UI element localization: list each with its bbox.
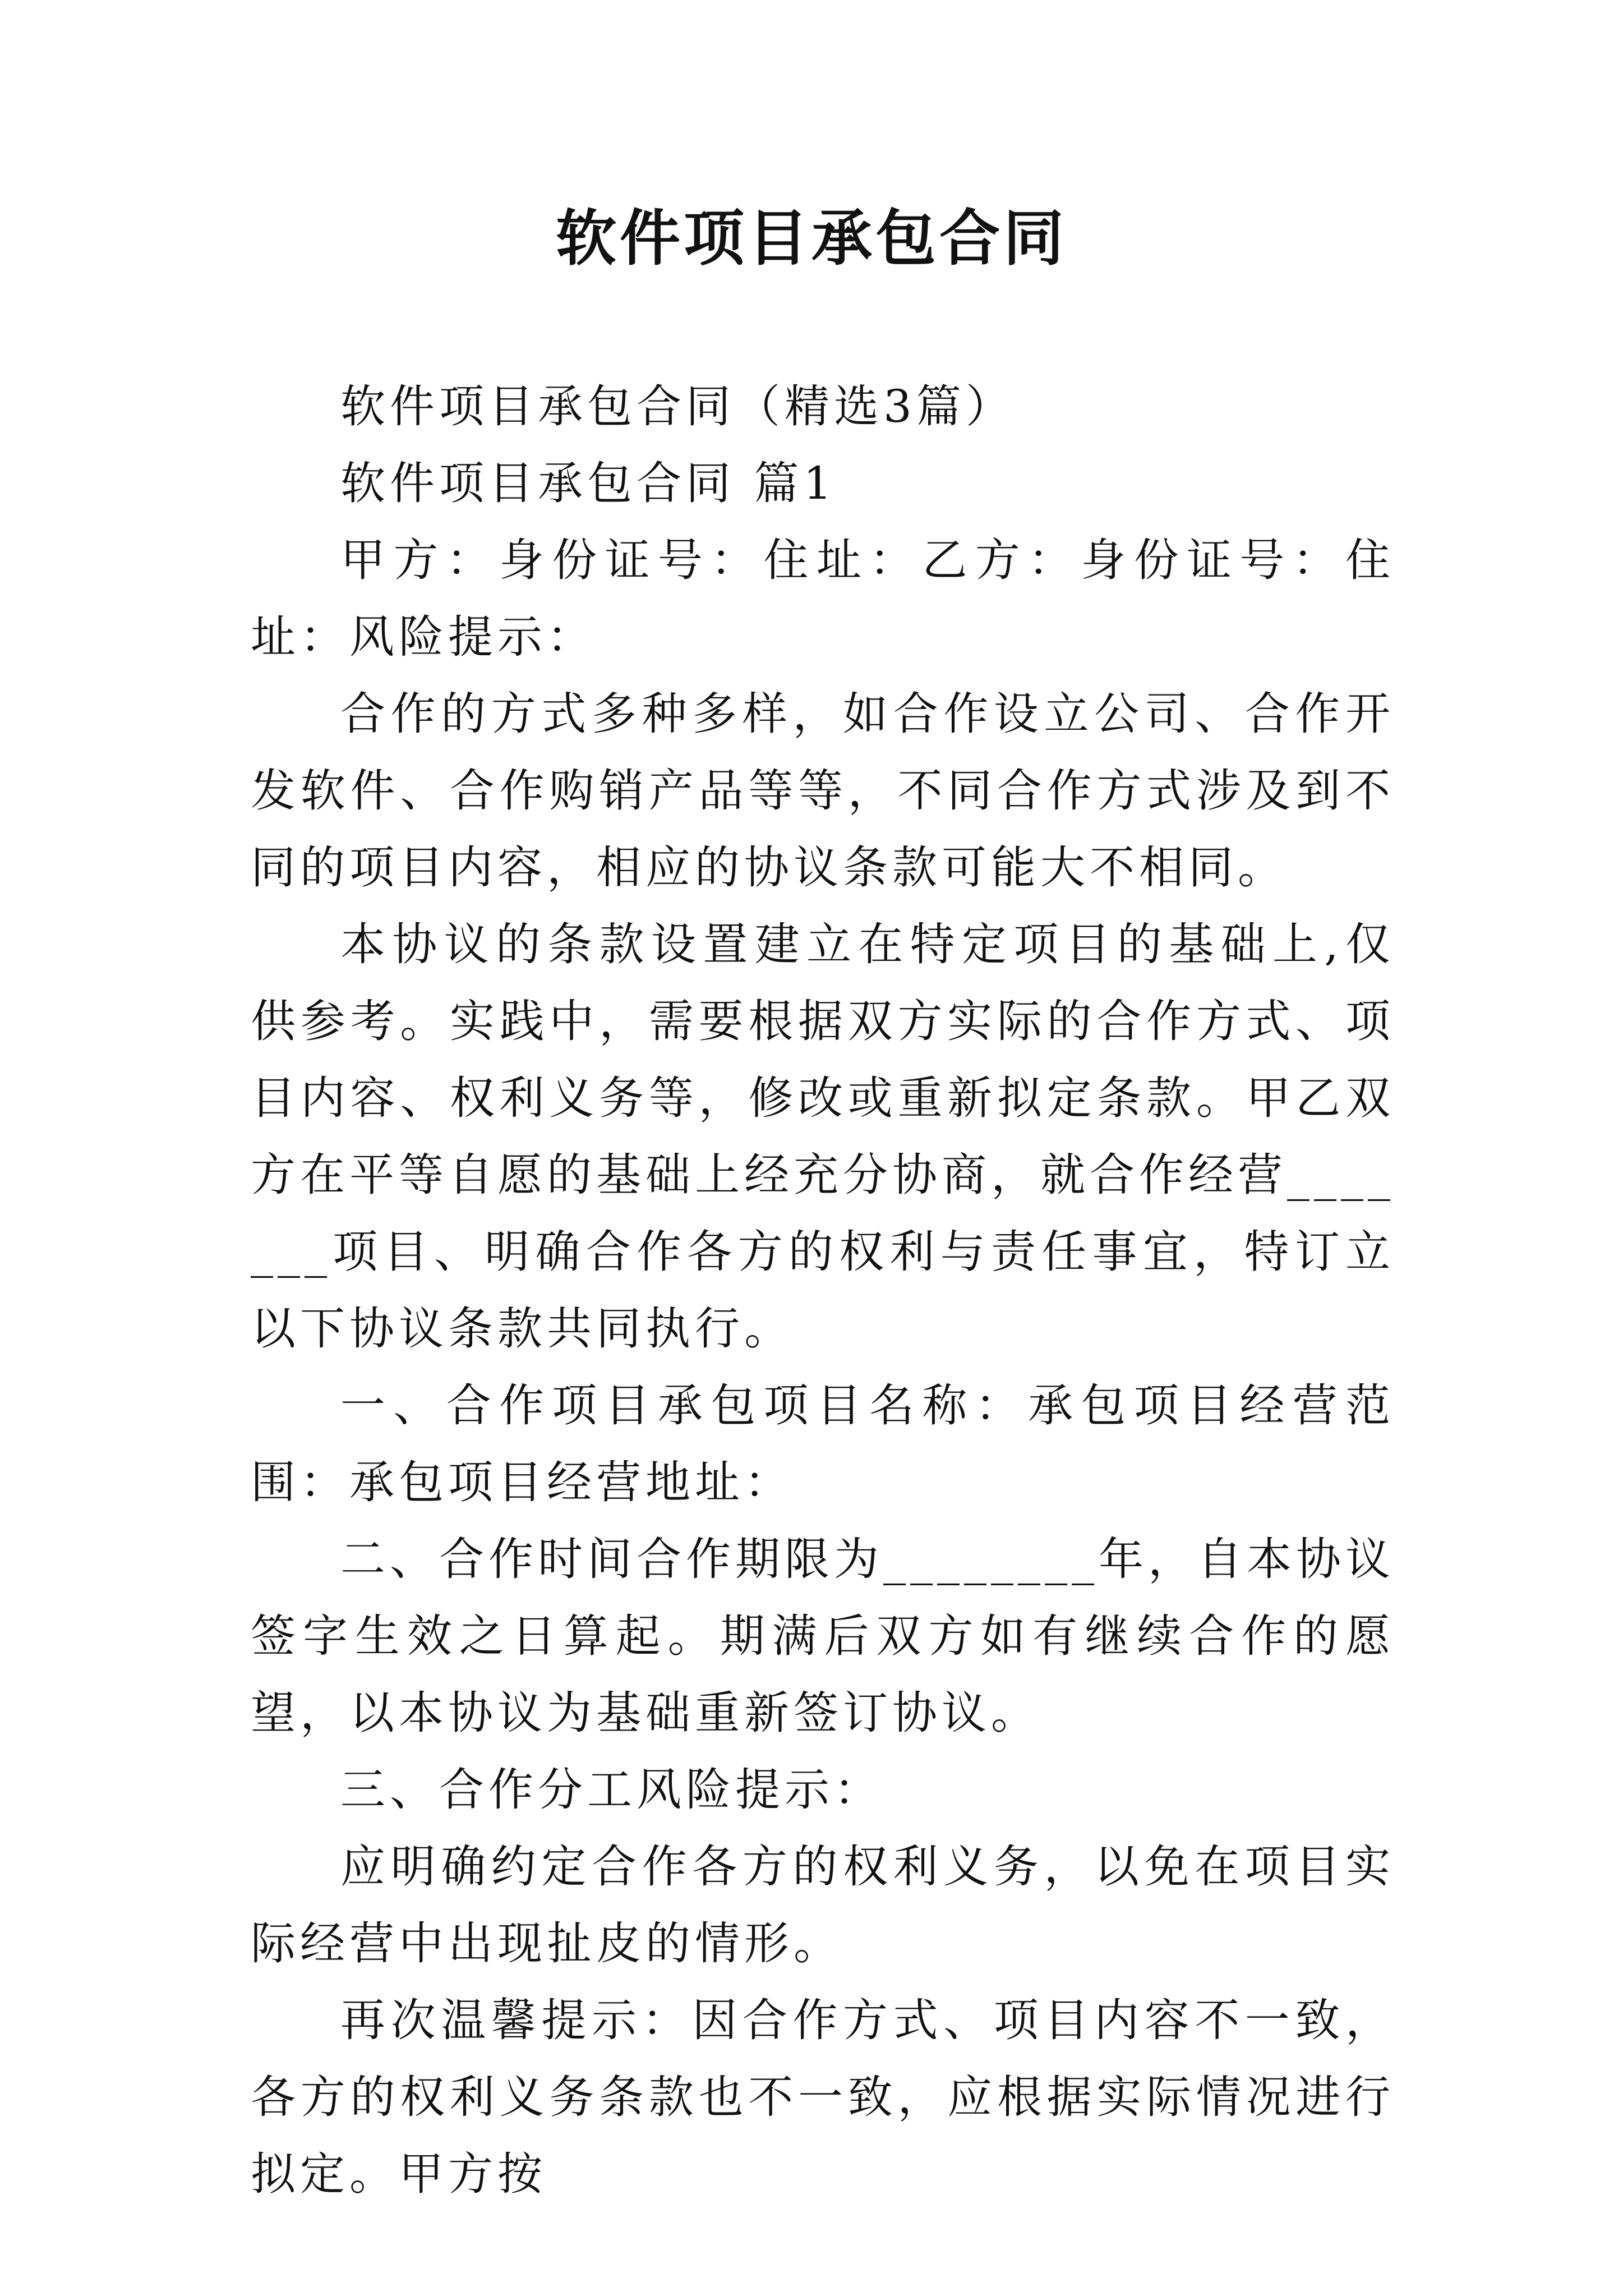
paragraph-section-heading: 软件项目承包合同 篇1: [340, 457, 837, 509]
paragraph-clause-1: 一、合作项目承包项目名称：承包项目经营范围：承包项目经营地址：: [251, 1379, 1395, 1508]
paragraph-agreement-basis: 本协议的条款设置建立在特定项目的基础上,仅供参考。实践中，需要根据双方实际的合作方式、项目内容、权利义务等，修改或重新拟定条款。甲乙双方在平等自愿的基础上经充分协商，就合作经营_______项目、明确合作各方的权利与责任事宜，特订立以下协议条款共同执行。: [251, 918, 1395, 1355]
paragraph-reminder: 再次温馨提示：因合作方式、项目内容不一致，各方的权利义务条款也不一致，应根据实际情况进行拟定。甲方按: [251, 1994, 1395, 2200]
paragraph-parties: 甲方：身份证号：住址：乙方：身份证号：住址：风险提示：: [251, 534, 1395, 663]
document-title: 软件项目承包合同: [555, 203, 1067, 274]
paragraph-clause-2: 二、合作时间合作期限为________年，自本协议签字生效之日算起。期满后双方如有继续合作的愿望，以本协议为基础重新签订协议。: [251, 1533, 1395, 1739]
paragraph-rights-obligations: 应明确约定合作各方的权利义务，以免在项目实际经营中出现扯皮的情形。: [251, 1841, 1395, 1970]
paragraph-subtitle: 软件项目承包合同（精选3篇）: [340, 380, 1015, 432]
paragraph-clause-3: 三、合作分工风险提示：: [340, 1764, 883, 1816]
document-body: [251, 368, 1395, 2212]
paragraph-cooperation-methods: 合作的方式多种多样，如合作设立公司、合作开发软件、合作购销产品等等，不同合作方式涉及到不同的项目内容，相应的协议条款可能大不相同。: [251, 688, 1395, 894]
